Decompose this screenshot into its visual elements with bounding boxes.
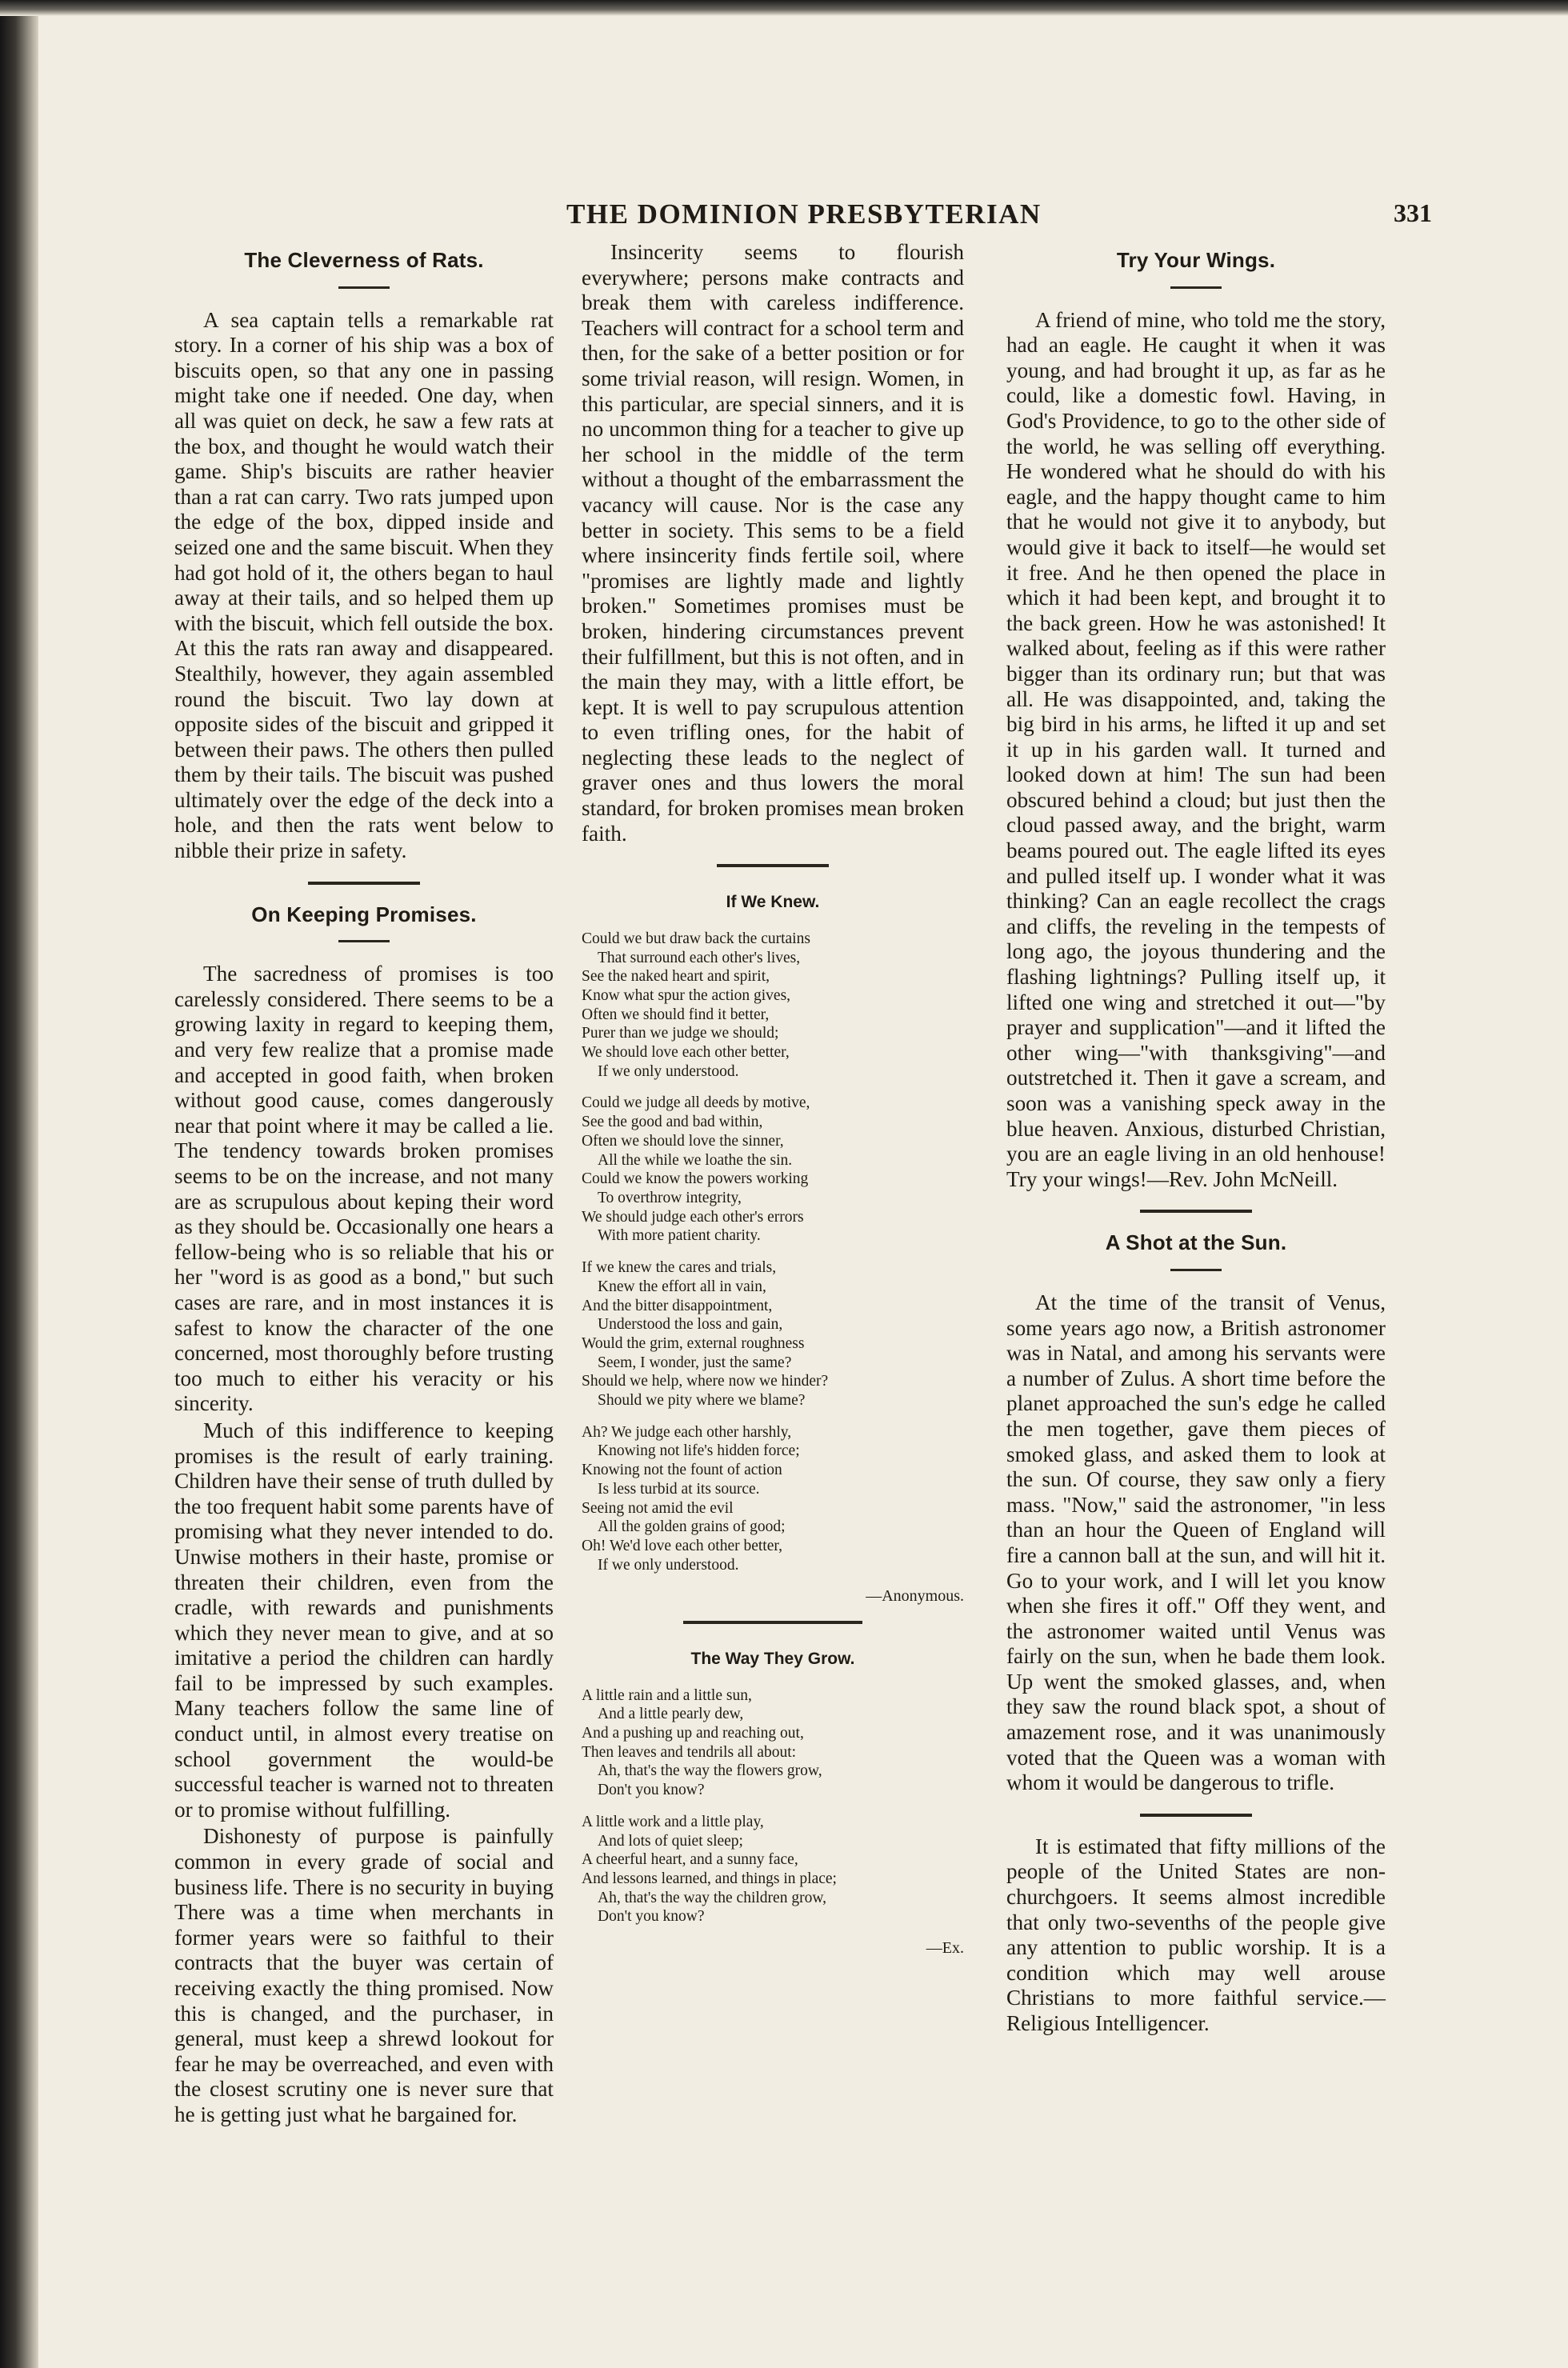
article-divider bbox=[308, 882, 420, 885]
poem-line: Would the grim, external roughness bbox=[582, 1334, 805, 1352]
poem-line: With more patient charity. bbox=[598, 1227, 761, 1245]
poem-line: A little work and a little play, bbox=[582, 1813, 764, 1830]
page-header bbox=[72, 198, 1432, 230]
poem-line: See the good and bad within, bbox=[582, 1114, 763, 1131]
poem-line: Know what spur the action gives, bbox=[582, 986, 791, 1004]
title-rule bbox=[1170, 1269, 1222, 1271]
poem-line: Seeing not amid the evil bbox=[582, 1499, 734, 1517]
article-paragraph: A friend of mine, who told me the story, had an eagle. He caught it when it was young, and had brought it up, as far as he could, like a domestic fowl. Having, in God's Providence, to go to the other side of the world, he was selling off everything. He wondered what he should do with his eagle, and the happy thought came to him that he would not give it to anybody, but would give it back to itself—he would set it free. And he then opened the place in which it had been kept, and brought it to the back green. How he was astonished! It walked about, feeling as if this were rather bigger than its ordinary run; but that was all. He was disappointed, and, taking the big bird in his arms, he lifted it up and set it up in his garden wall. It turned and looked down at him! The sun had been obscured behind a cloud; but just then the cloud passed away, and the bright, warm beams poured out. The eagle lifted its eyes and pulled itself up. I wonder what it was thinking? Can an eagle recollect the crags and cliffs, the reveling in the tempests of long ago, the joyous thundering and the flashing lightnings? Pulling itself up, it lifted one wing and stretched it out—"by prayer and supplication"—and it lifted the other wing—"with thanksgiving"—and outstretched it. Then it gave a scream, and soon was a vanishing speck away in the blue heaven. Anxious, disturbed Christian, you are an eagle living in an old henhouse! Try your wings!—Rev. John McNeill. bbox=[1006, 307, 1386, 1191]
poem-line: Understood the loss and gain, bbox=[598, 1316, 783, 1334]
poem-line: Ah? We judge each other harshly, bbox=[582, 1423, 792, 1441]
page-binding-shadow bbox=[0, 0, 38, 2368]
poem-line: Knowing not the fount of action bbox=[582, 1462, 782, 1479]
poem-line: Oh! We'd love each other better, bbox=[582, 1537, 782, 1554]
article-title: The Cleverness of Rats. bbox=[244, 248, 484, 272]
poem-if-we-knew bbox=[582, 890, 964, 1606]
page-top-shadow bbox=[0, 0, 1568, 16]
page-number: 331 bbox=[1394, 198, 1432, 227]
poem-body bbox=[582, 930, 964, 1606]
poem-line: Don't you know? bbox=[598, 1908, 705, 1926]
poem-line: Knowing not life's hidden force; bbox=[598, 1442, 800, 1460]
poem-line: A cheerful heart, and a sunny face, bbox=[582, 1851, 798, 1869]
article-paragraph: It is estimated that fifty millions of the people of the United States are non-churchgoers. It seems almost incredible that only two-sevenths of the people give any attention to public worship. It is a condition which may well arouse Christians to more faithful service.—Religious Intelligencer. bbox=[1006, 1834, 1386, 2035]
poem-line: Ah, that's the way the flowers grow, bbox=[598, 1762, 822, 1780]
article-try-your-wings bbox=[1006, 248, 1386, 1192]
column-right bbox=[1006, 240, 1386, 2037]
article-churchgoers bbox=[1006, 1834, 1386, 2037]
poem-line: We should judge each other's errors bbox=[582, 1208, 804, 1226]
poem-line: Should we help, where now we hinder? bbox=[582, 1373, 829, 1390]
poem-line: If we only understood. bbox=[598, 1556, 739, 1574]
article-divider bbox=[683, 1621, 862, 1624]
article-paragraph: At the time of the transit of Venus, some years ago now, a British astronomer was in Natal, and among his servants were a number of Zulus. A short time before the planet approached the sun's edge he called the men together, gave them pieces of smoked glass, and asked them to look at the sun. Of course, they saw only a fiery mass. "Now," said the astronomer, "in less than an hour the Queen of England will fire a cannon ball at the sun, and will hit it. Go to your work, and I will let you know when she fires it off." Off they went, and the astronomer waited until Venus was fairly on the sun, when he bade them look. Up went the smoked glasses, and, when they saw the round black spot, a shout of amazement rose, and it was unanimously voted that the Queen was a woman with whom it would be dangerous to trifle. bbox=[1006, 1290, 1386, 1795]
article-paragraph: A sea captain tells a remarkable rat story. In a corner of his ship was a box of biscuits open, so that any one in passing might take one if needed. One day, when all was quiet on deck, he saw a few rats at the box, and thought he would watch their game. Ship's biscuits are rather heavier than a rat can carry. Two rats jumped upon the edge of the box, dipped inside and seized one and the same biscuit. When they had got hold of it, the others began to haul away at their tails, and so helped them up with the biscuit, which fell outside the box. At this the rats ran away and disappeared. Stealthily, however, they again assembled round the biscuit. Two lay down at opposite sides of the biscuit and gripped it between their paws. The others then pulled them by their tails. The biscuit was pushed ultimately over the edge of the deck into a hole, and then the rats went below to nibble their prize in safety. bbox=[174, 307, 554, 863]
article-title: Try Your Wings. bbox=[1116, 248, 1276, 272]
article-title: A Shot at the Sun. bbox=[1105, 1230, 1287, 1255]
poem-stanza bbox=[582, 1094, 964, 1246]
column-left bbox=[174, 240, 554, 2128]
poem-line: See the naked heart and spirit, bbox=[582, 968, 770, 986]
poem-the-way-they-grow bbox=[582, 1646, 964, 1958]
poem-body bbox=[582, 1686, 964, 1958]
poem-line: If we knew the cares and trials, bbox=[582, 1259, 777, 1277]
poem-title: If We Knew. bbox=[726, 893, 820, 912]
poem-stanza bbox=[582, 1258, 964, 1410]
poem-line: And lessons learned, and things in place; bbox=[582, 1870, 837, 1887]
poem-line: And a pushing up and reaching out, bbox=[582, 1725, 804, 1742]
poem-line: And lots of quiet sleep; bbox=[598, 1832, 743, 1850]
article-paragraph: Insincerity seems to flourish everywhere; persons make contracts and break them with careless indifference. Teachers will contract for a school term and then, for the sake of a better position or for some trivial reason, will resign. Women, in this particular, are special sinners, and it is no uncommon thing for a teacher to give up her school in the middle of the term without a thought of the embarrassment the vacancy will cause. Nor is the case any better in society. This sems to be a field where insincerity finds fertile soil, where "promises are lightly made and lightly broken." Sometimes promises must be broken, hindering circumstances prevent their fulfillment, but this is not often, and in the main they may, with a little effort, be kept. It is well to pay scrupulous attention to even trifling ones, for the habit of neglecting these leads to the neglect of graver ones and thus lowers the moral standard, for broken promises mean broken faith. bbox=[582, 240, 964, 846]
running-head: THE DOMINION PRESBYTERIAN bbox=[566, 198, 1042, 230]
poem-line: Seem, I wonder, just the same? bbox=[598, 1354, 792, 1371]
poem-line: Purer than we judge we should; bbox=[582, 1025, 779, 1042]
poem-line: A little rain and a little sun, bbox=[582, 1686, 752, 1704]
poem-attribution: —Ex. bbox=[926, 1939, 964, 1958]
poem-line: That surround each other's lives, bbox=[598, 949, 801, 966]
article-paragraph: Dishonesty of purpose is painfully common in every grade of social and business life. There is no security in buying There was a time when merchants in former years were so faithful to their contracts that the buyer was certain of receiving exactly the thing promised. Now this is changed, and the purchaser, in general, must keep a shrewd lookout for fear he may be overreached, and even with the closest scrutiny one is never sure that he is getting just what he bargained for. bbox=[174, 1824, 554, 2126]
poem-stanza bbox=[582, 930, 964, 1082]
poem-line: All the golden grains of good; bbox=[598, 1518, 786, 1536]
poem-line: And a little pearly dew, bbox=[598, 1706, 744, 1723]
column-middle bbox=[582, 240, 964, 1958]
article-title: On Keeping Promises. bbox=[251, 902, 477, 926]
poem-line: And the bitter disappointment, bbox=[582, 1297, 773, 1314]
poem-line: Ah, that's the way the children grow, bbox=[598, 1889, 827, 1906]
poem-line: Then leaves and tendrils all about: bbox=[582, 1743, 797, 1761]
poem-line: Often we should find it better, bbox=[582, 1006, 770, 1023]
article-divider bbox=[1140, 1210, 1252, 1213]
poem-line: Could we judge all deeds by motive, bbox=[582, 1094, 810, 1112]
poem-line: If we only understood. bbox=[598, 1062, 739, 1080]
poem-line: To overthrow integrity, bbox=[598, 1189, 742, 1206]
article-divider bbox=[717, 864, 829, 867]
poem-attribution: —Anonymous. bbox=[866, 1587, 964, 1606]
article-paragraph: Much of this indifference to keeping promises is the result of early training. Children have their sense of truth dulled by the too frequent habit some parents have of promising what they never intended to do. Unwise mothers in their haste, promise or threaten their children, even from the cradle, with rewards and punishments which they never mean to give, and at so imitative a period the children can hardly fail to be impressed by such examples. Many teachers follow the same line of conduct until, in almost every treatise on school government the would-be successful teacher is warned not to threaten or to promise without fulfilling. bbox=[174, 1418, 554, 1822]
poem-stanza bbox=[582, 1423, 964, 1575]
poem-line: Don't you know? bbox=[598, 1782, 705, 1799]
poem-line: We should love each other better, bbox=[582, 1044, 790, 1062]
poem-stanza bbox=[582, 1686, 964, 1800]
poem-line: Knew the effort all in vain, bbox=[598, 1278, 766, 1295]
poem-line: Often we should love the sinner, bbox=[582, 1132, 784, 1150]
title-rule bbox=[338, 286, 390, 289]
poem-line: Is less turbid at its source. bbox=[598, 1480, 760, 1498]
article-on-keeping-promises bbox=[174, 902, 554, 2128]
poem-title: The Way They Grow. bbox=[690, 1650, 855, 1669]
poem-line: Could we know the powers working bbox=[582, 1170, 809, 1188]
poem-line: Should we pity where we blame? bbox=[598, 1392, 806, 1410]
article-a-shot-at-the-sun bbox=[1006, 1230, 1386, 1795]
poem-line: All the while we loathe the sin. bbox=[598, 1151, 793, 1169]
poem-stanza bbox=[582, 1813, 964, 1926]
article-divider bbox=[1140, 1814, 1252, 1817]
title-rule bbox=[338, 940, 390, 942]
article-paragraph: The sacredness of promises is too carelessly considered. There seems to be a growing laxity in regard to keeping them, and very few realize that a promise made and accepted in good faith, when broken without good cause, comes dangerously near that point where it may be called a lie. The tendency towards broken promises seems to be on the increase, and not many are as scrupulous about keping their word as they should be. Occasionally one hears a fellow-being who is so reliable that his or her "word is as good as a bond," but such cases are rare, and in most instances it is safest to know the character of the one concerned, most thoroughly before trusting too much to either his veracity or his sincerity. bbox=[174, 962, 554, 1416]
title-rule bbox=[1170, 286, 1222, 289]
article-cleverness-of-rats bbox=[174, 248, 554, 864]
poem-line: Could we but draw back the curtains bbox=[582, 930, 810, 947]
